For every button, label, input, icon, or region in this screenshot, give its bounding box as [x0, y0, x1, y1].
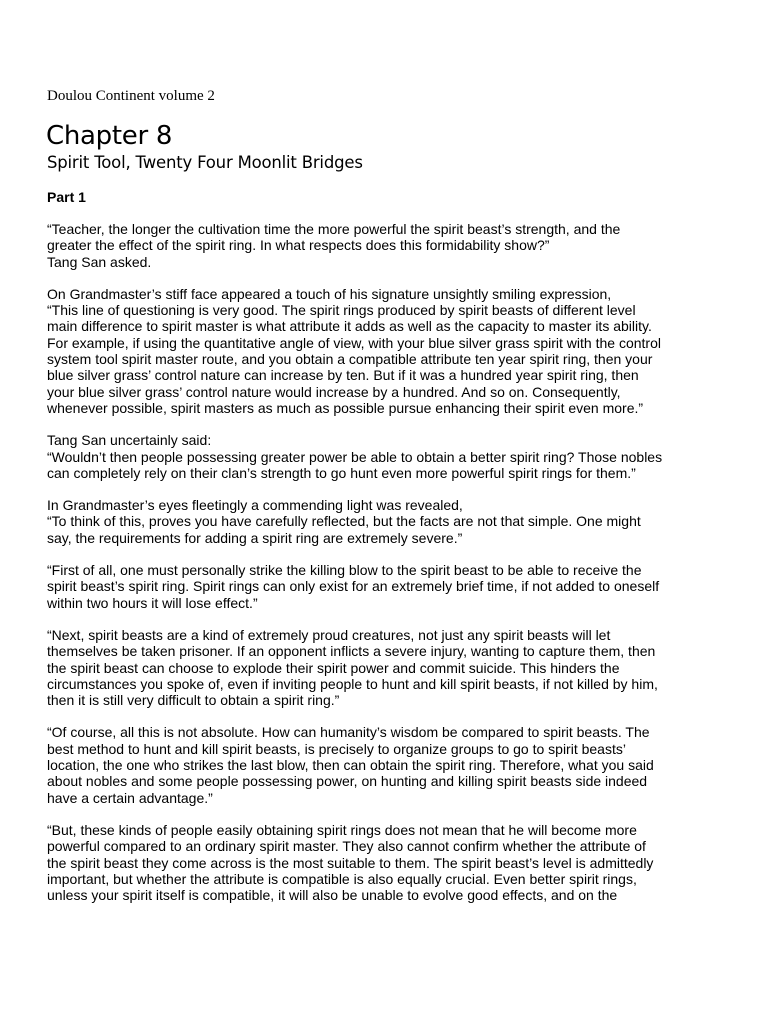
- chapter-subtitle: Spirit Tool, Twenty Four Moonlit Bridges: [47, 153, 363, 172]
- paragraph: [47, 562, 737, 611]
- text-line: the spirit beast they come across is the most suitable to them. The spirit beast’s level is admittedly: [47, 854, 654, 871]
- text-line: circumstances you spoke of, even if inviting people to hunt and kill spirit beasts, if not killed by him,: [47, 675, 658, 692]
- paragraph: [47, 432, 737, 481]
- text-line: main difference to spirit master is what attribute it adds as well as the capacity to master its ability.: [47, 318, 652, 335]
- paragraph: [47, 822, 737, 903]
- text-line: “First of all, one must personally strike the killing blow to the spirit beast to be able to receive the: [47, 562, 642, 579]
- text-line: system tool spirit master route, and you obtain a compatible attribute ten year spirit ring, then your: [47, 351, 653, 368]
- text-line: whenever possible, spirit masters as much as possible pursue enhancing their spirit even more.”: [47, 399, 644, 416]
- text-line: then it is still very difficult to obtain a spirit ring.”: [47, 692, 340, 709]
- text-line: In Grandmaster’s eyes fleetingly a commending light was revealed,: [47, 497, 463, 514]
- text-line: about nobles and some people possessing power, on hunting and killing spirit beasts side indeed: [47, 773, 648, 790]
- text-line: On Grandmaster’s stiff face appeared a touch of his signature unsightly smiling expression,: [47, 285, 612, 302]
- text-line: greater the effect of the spirit ring. In what respects does this formidability show?”: [47, 237, 550, 254]
- text-line: have a certain advantage.”: [47, 789, 213, 806]
- text-line: spirit beast’s spirit ring. Spirit rings can only exist for an extremely brief time, if not added to oneself: [47, 578, 660, 595]
- paragraph: [47, 627, 737, 708]
- text-line: For example, if using the quantitative angle of view, with your blue silver grass spirit with the control: [47, 334, 661, 351]
- text-line: the spirit beast can choose to explode their spirit power and commit suicide. This hinders the: [47, 659, 620, 676]
- paragraph: [47, 286, 737, 416]
- text-line: best method to hunt and kill spirit beasts, is precisely to organize groups to go to spirit beasts’: [47, 740, 626, 757]
- text-line: unless your spirit itself is compatible, it will also be unable to evolve good effects, and on the: [47, 887, 618, 904]
- text-line: “But, these kinds of people easily obtaining spirit rings does not mean that he will become more: [47, 821, 637, 838]
- paragraph: [47, 221, 737, 270]
- text-line: location, the one who strikes the last blow, then can obtain the spirit ring. Therefore, what you said: [47, 757, 654, 774]
- text-line: “Teacher, the longer the cultivation time the more powerful the spirit beast’s strength, and the: [47, 221, 621, 237]
- text-line: “Wouldn’t then people possessing greater power be able to obtain a better spirit ring? Those nobles: [47, 448, 663, 465]
- text-line: important, but whether the attribute is compatible is also equally crucial. Even better spirit rings,: [47, 870, 637, 887]
- text-line: “To think of this, proves you have carefully reflected, but the facts are not that simple. One might: [47, 513, 641, 530]
- chapter-body: [47, 221, 737, 919]
- chapter-title: Chapter 8: [46, 121, 173, 151]
- text-line: within two hours it will lose effect.”: [47, 594, 258, 611]
- text-line: “Next, spirit beasts are a kind of extremely proud creatures, not just any spirit beasts will let: [47, 626, 611, 643]
- part-heading: Part 1: [47, 189, 86, 205]
- text-line: “This line of questioning is very good. The spirit rings produced by spirit beasts of different level: [47, 302, 636, 319]
- paragraph: [47, 724, 737, 805]
- paragraph: [47, 497, 737, 546]
- text-line: “Of course, all this is not absolute. How can humanity’s wisdom be compared to spirit beasts. The: [47, 724, 650, 741]
- text-line: can completely rely on their clan’s strength to go hunt even more powerful spirit rings for them.”: [47, 464, 636, 481]
- text-line: your blue silver grass’ control nature would increase by a hundred. And so on. Consequently,: [47, 383, 621, 400]
- text-line: themselves be taken prisoner. If an opponent inflicts a severe injury, wanting to capture them, then: [47, 643, 656, 660]
- text-line: blue silver grass’ control nature can increase by ten. But if it was a hundred year spirit ring, then: [47, 367, 639, 384]
- text-line: Tang San uncertainly said:: [47, 432, 212, 449]
- document-header: Doulou Continent volume 2: [47, 88, 215, 104]
- text-line: say, the requirements for adding a spirit ring are extremely severe.”: [47, 529, 463, 546]
- text-line: Tang San asked.: [47, 253, 152, 270]
- text-line: powerful compared to an ordinary spirit master. They also cannot confirm whether the attribute of: [47, 838, 646, 855]
